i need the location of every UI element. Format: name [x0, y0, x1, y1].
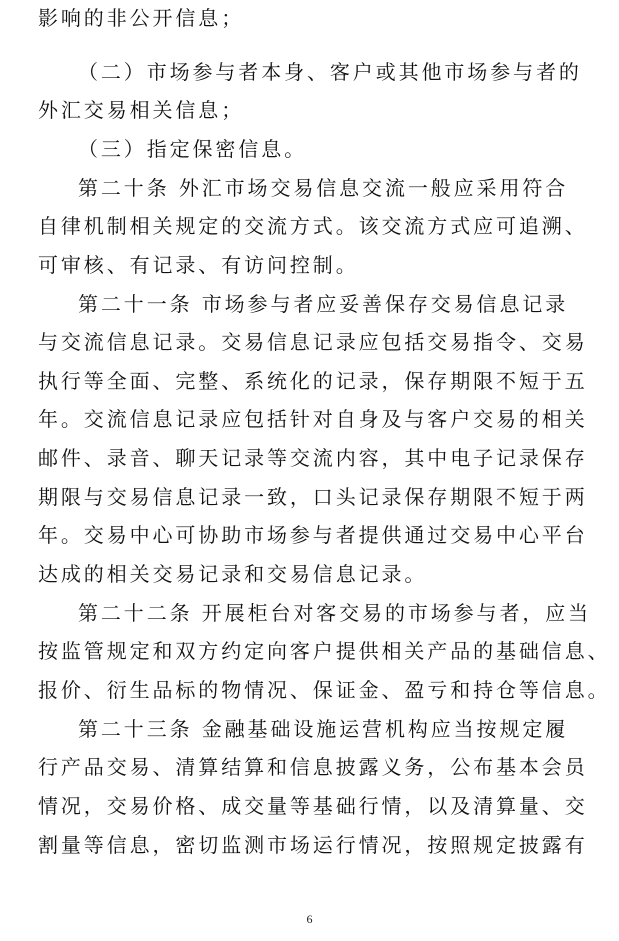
text-line: 年。交流信息记录应包括针对自身及与客户交易的相关	[38, 407, 588, 431]
text-line: 行产品交易、清算结算和信息披露义务，公布基本会员	[38, 755, 588, 779]
text-line: 自律机制相关规定的交流方式。该交流方式应可追溯、	[38, 214, 588, 238]
text-line: （二）市场参与者本身、客户或其他市场参与者的	[78, 60, 582, 84]
text-line: 外汇交易相关信息；	[38, 98, 245, 122]
text-line: 影响的非公开信息；	[38, 6, 245, 30]
text-line: 邮件、录音、聊天记录等交流内容，其中电子记录保存	[38, 446, 588, 470]
text-line: 执行等全面、完整、系统化的记录，保存期限不短于五	[38, 369, 588, 393]
page-number: 6	[306, 912, 313, 926]
text-line: （三）指定保密信息。	[78, 137, 307, 161]
text-line: 第二十二条 开展柜台对客交易的市场参与者，应当	[78, 601, 592, 625]
text-line: 第二十一条 市场参与者应妥善保存交易信息记录	[78, 292, 569, 316]
text-line: 与交流信息记录。交易信息记录应包括交易指令、交易	[38, 330, 588, 354]
text-line: 年。交易中心可协助市场参与者提供通过交易中心平台	[38, 523, 588, 547]
text-line: 报价、衍生品标的物情况、保证金、盈亏和持仓等信息。	[38, 678, 611, 702]
text-line: 割量等信息，密切监测市场运行情况，按照规定披露有	[38, 833, 588, 857]
text-line: 第二十三条 金融基础设施运营机构应当按规定履	[78, 717, 569, 741]
text-line: 可审核、有记录、有访问控制。	[38, 253, 359, 277]
text-line: 情况，交易价格、成交量等基础行情，以及清算量、交	[38, 794, 588, 818]
text-line: 按监管规定和双方约定向客户提供相关产品的基础信息、	[38, 639, 611, 663]
text-line: 期限与交易信息记录一致，口头记录保存期限不短于两	[38, 485, 588, 509]
text-line: 第二十条 外汇市场交易信息交流一般应采用符合	[78, 176, 569, 200]
text-line: 达成的相关交易记录和交易信息记录。	[38, 562, 428, 586]
